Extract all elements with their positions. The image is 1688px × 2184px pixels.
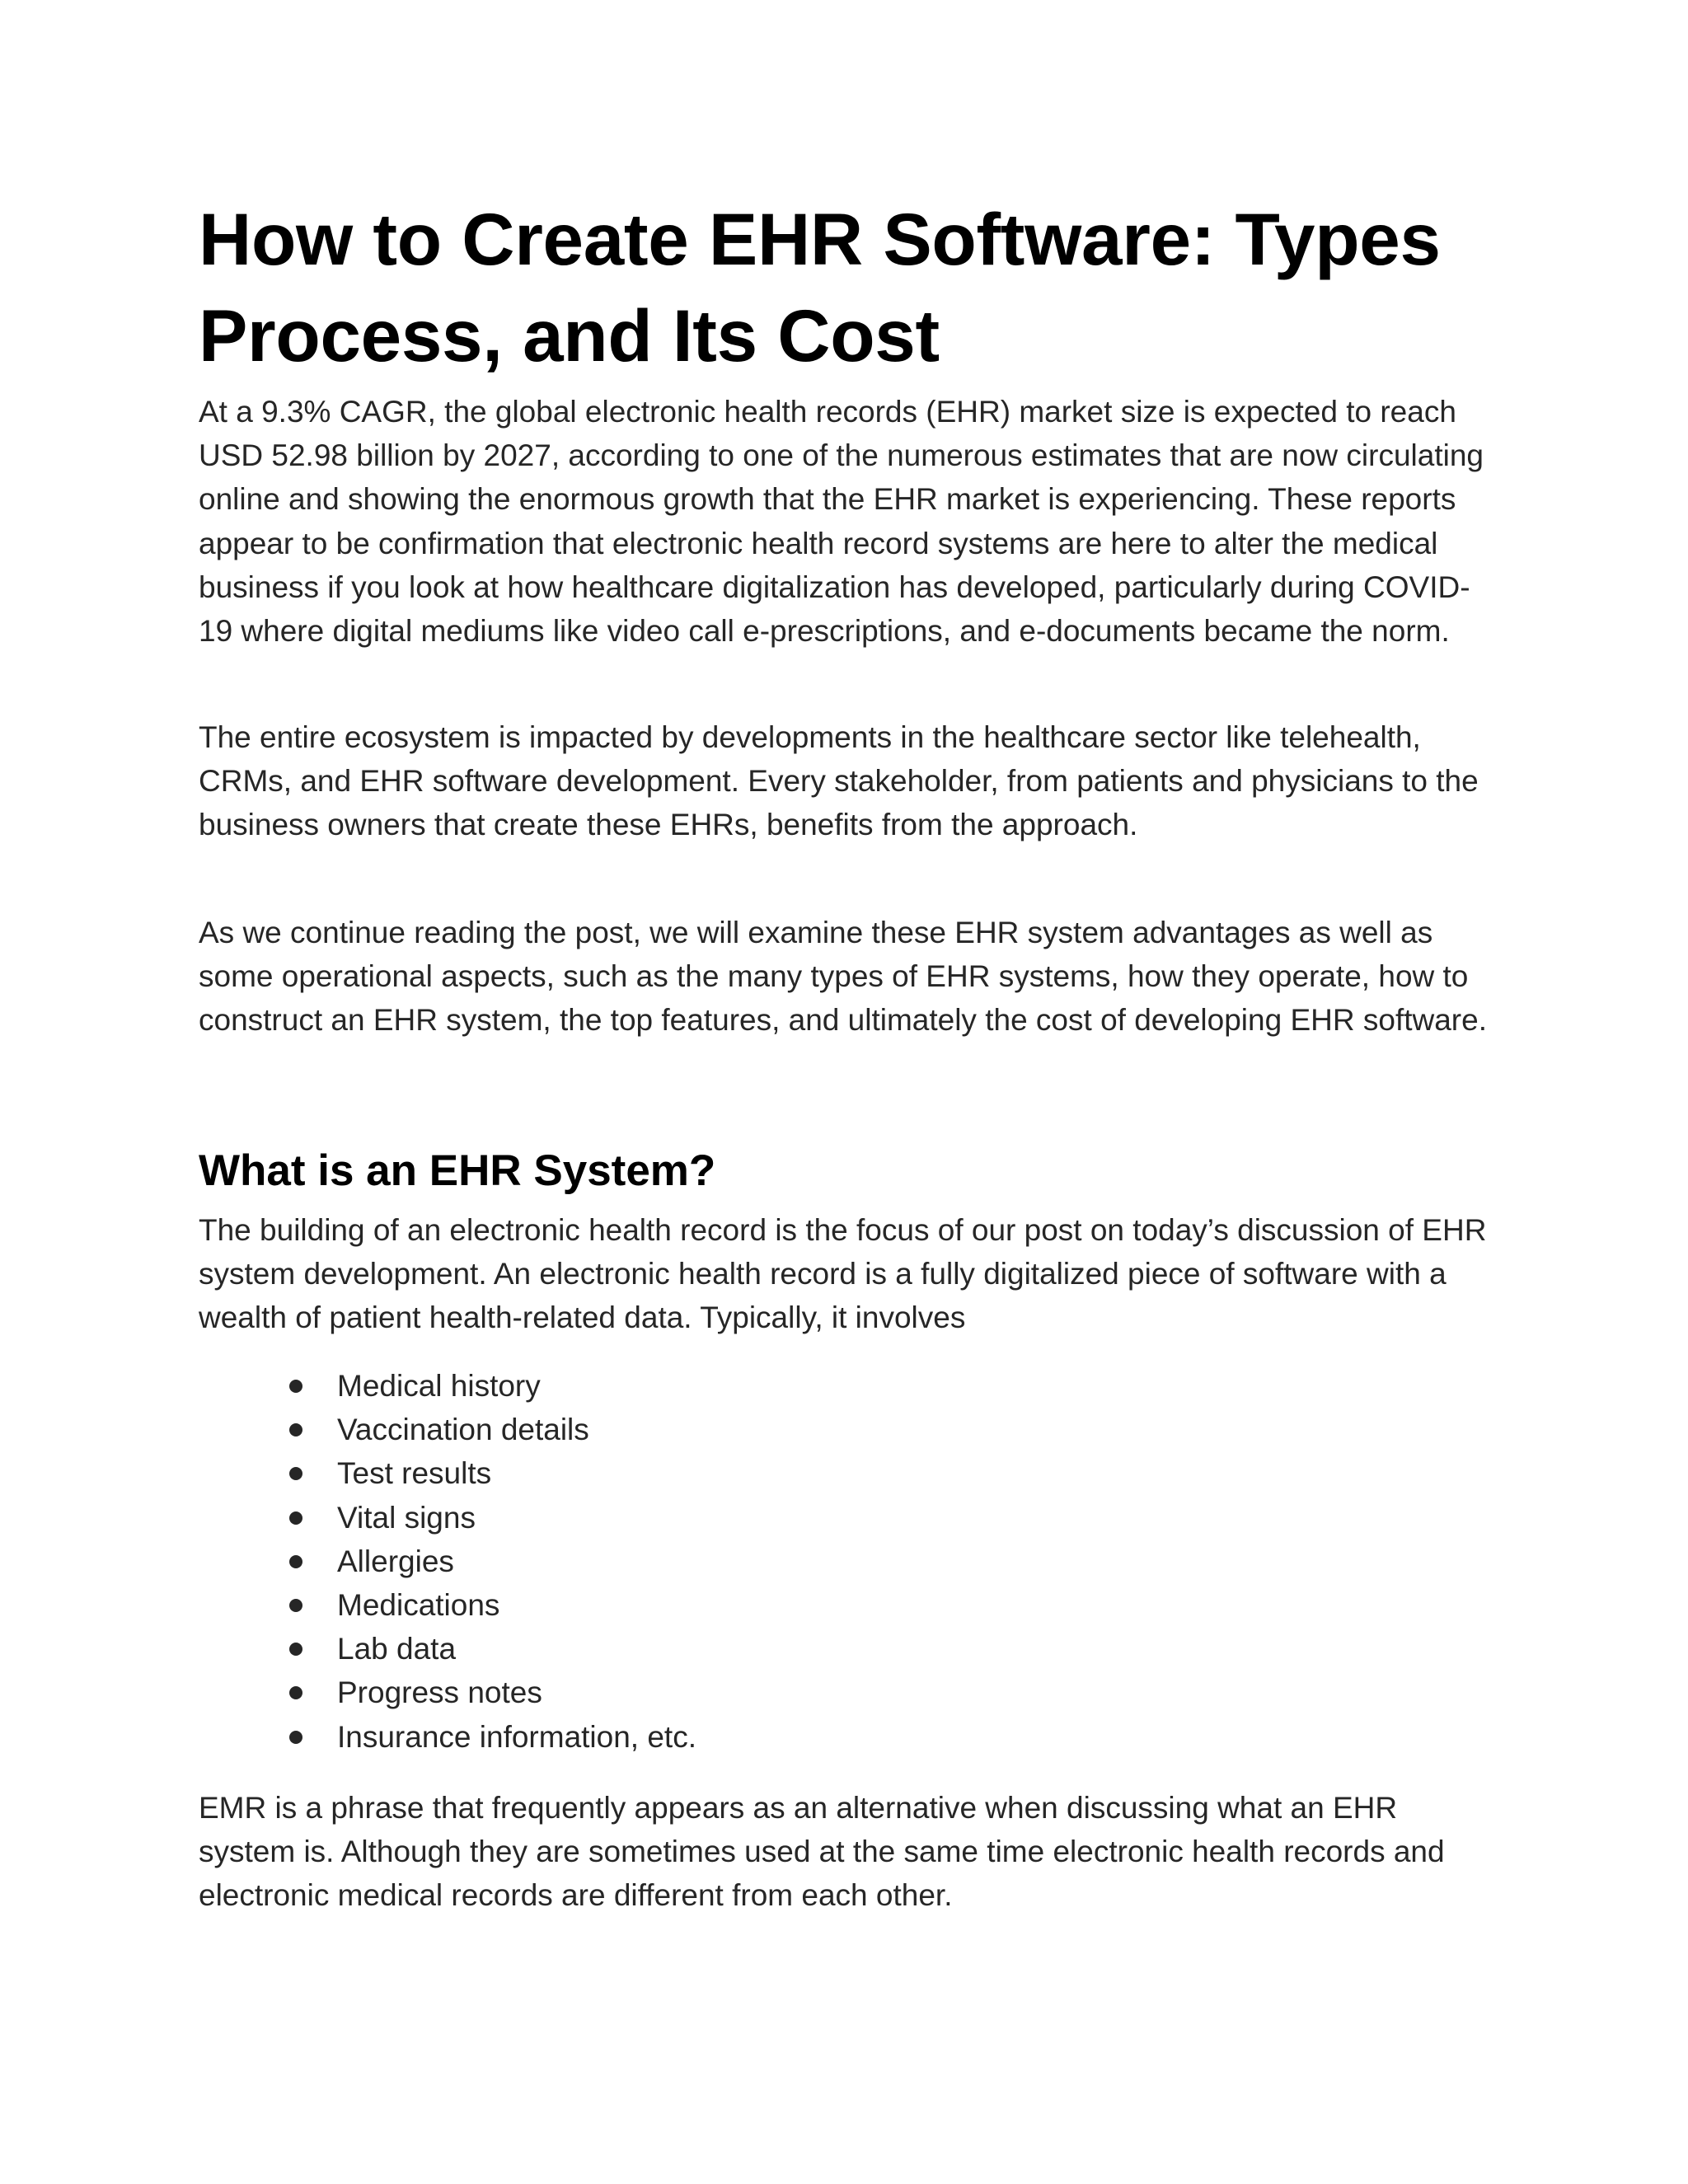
list-item: [337, 1451, 696, 1495]
list-item-text: Allergies: [337, 1544, 454, 1578]
intro-paragraph-3: As we continue reading the post, we will examine these EHR system advantages as well as some operational aspects, such as the many types of EHR systems, how they operate, how to construct an EHR system, the top features, and ultimately the cost of developing EHR software.: [199, 916, 1487, 1038]
bullet-dot-icon: [289, 1643, 302, 1656]
bullet-dot-icon: [289, 1731, 302, 1744]
intro-paragraph-2: The entire ecosystem is impacted by developments in the healthcare sector like telehealth, CRMs, and EHR software development. Every stakeholder, from patients and physicians to the business owners that create these EHRs, benefits from the approach.: [199, 720, 1479, 842]
bullet-dot-icon: [289, 1686, 302, 1699]
intro-paragraph-1: At a 9.3% CAGR, the global electronic health records (EHR) market size is expected to reach USD 52.98 billion by 2027, according to one of the numerous estimates that are now circulating online and showing the enormous growth that the EHR market is experiencing. These reports appear to be confirmation that electronic health record systems are here to alter the medical business if you look at how healthcare digitalization has developed, particularly during COVID-19 where digital mediums like video call e-prescriptions, and e-documents became the norm.: [199, 395, 1484, 649]
list-item-text: Medications: [337, 1588, 500, 1623]
bullet-list: [337, 1364, 696, 1759]
closing-paragraph: EMR is a phrase that frequently appears as an alternative when discussing what an EHR system is. Although they are sometimes used at the same time electronic health records and electronic medical records are different from each other.: [199, 1791, 1445, 1913]
list-item-text: Vital signs: [337, 1500, 476, 1535]
list-item: [337, 1408, 696, 1451]
list-item-text: Insurance information, etc.: [337, 1719, 696, 1754]
list-item: [337, 1671, 696, 1714]
bullet-dot-icon: [289, 1599, 302, 1612]
section-paragraph: The building of an electronic health record is the focus of our post on today’s discussion of EHR system development. An electronic health record is a fully digitalized piece of software with a wealth of patient health-related data. Typically, it involves: [199, 1213, 1487, 1335]
list-item-text: Test results: [337, 1456, 492, 1491]
list-item-text: Vaccination details: [337, 1413, 589, 1447]
list-item: [337, 1583, 696, 1627]
list-item: [337, 1627, 696, 1671]
list-item-text: Medical history: [337, 1369, 541, 1403]
section-heading: What is an EHR System?: [199, 1146, 716, 1195]
bullet-dot-icon: [289, 1467, 302, 1480]
bullet-dot-icon: [289, 1555, 302, 1568]
list-item-text: Progress notes: [337, 1675, 542, 1710]
list-item: [337, 1715, 696, 1759]
list-item: [337, 1364, 696, 1408]
bullet-dot-icon: [289, 1423, 302, 1436]
list-item: [337, 1540, 696, 1583]
bullet-dot-icon: [289, 1380, 302, 1393]
list-item-text: Lab data: [337, 1632, 457, 1666]
list-item: [337, 1496, 696, 1540]
bullet-dot-icon: [289, 1511, 302, 1525]
document-title: How to Create EHR Software: Types Process, and Its Cost: [199, 198, 1441, 377]
